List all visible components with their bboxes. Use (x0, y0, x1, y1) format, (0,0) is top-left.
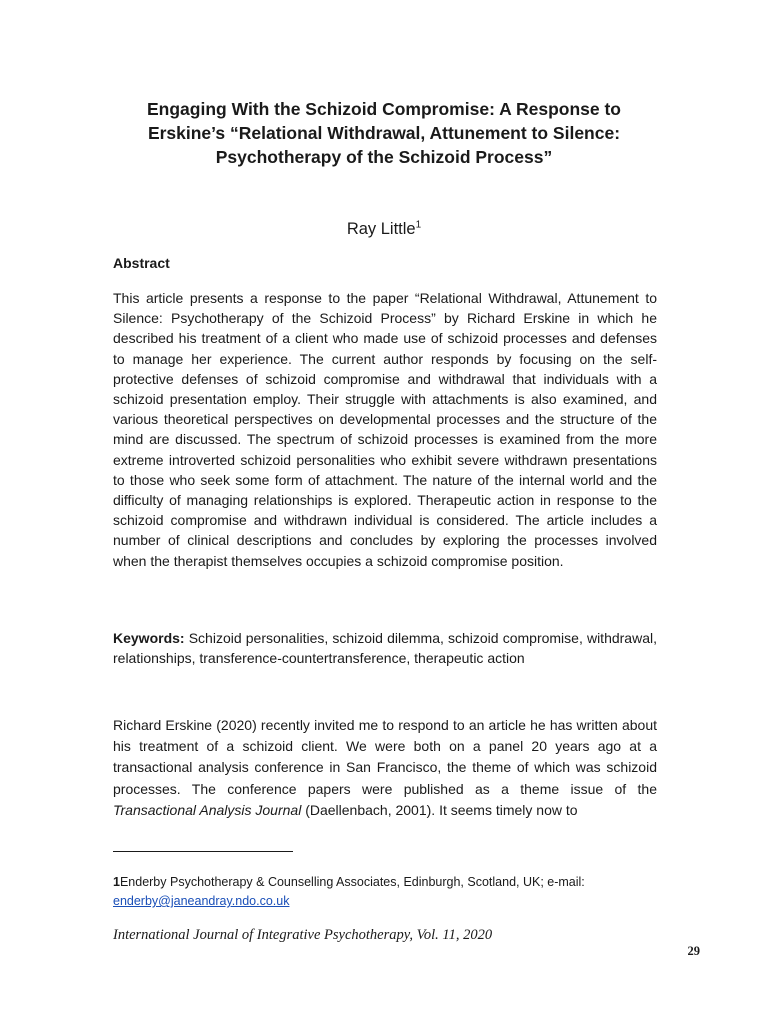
footnote-text: Enderby Psychotherapy & Counselling Associates, Edinburgh, Scotland, UK; e-mail: (119, 875, 585, 889)
title-line-2: Erskine’s “Relational Withdrawal, Attunement to Silence: (147, 123, 621, 143)
author-line (0, 218, 768, 240)
article-title (112, 97, 656, 169)
keywords-text: Schizoid personalities, schizoid dilemma, schizoid compromise, withdrawal, relationships, transference-countertransference, therapeutic action (113, 630, 657, 667)
footnote-number: 1 (113, 875, 120, 889)
author-footnote-mark[interactable]: 1 (415, 219, 422, 231)
footnote-email-link[interactable]: enderby@janeandray.ndo.co.uk (113, 894, 290, 908)
journal-footer: International Journal of Integrative Psychotherapy, Vol. 11, 2020 (113, 927, 493, 943)
footnote (113, 873, 657, 911)
keywords-paragraph (113, 628, 657, 668)
footnote-divider (113, 851, 293, 852)
title-line-3: Psychotherapy of the Schizoid Process” (215, 147, 553, 167)
body-paragraph (113, 715, 657, 821)
abstract-text: This article presents a response to the paper “Relational Withdrawal, Attunement to Silence: Psychotherapy of the Schizoid Process” by Richard Erskine in which he described his treatment of a client who made use of schizoid processes and defenses to manage her experience. The current author responds by focusing on the self-protective defenses of schizoid compromise and withdrawal that individuals with a schizoid presentation employ. Their struggle with attachments is also examined, and various theoretical perspectives on developmental processes and the structure of the mind are discussed. The spectrum of schizoid processes is examined from the more extreme introverted schizoid personalities who exhibit severe withdrawn presentations to those who seek some form of attachment. The nature of the internal world and the difficulty of managing relationships is explored. Therapeutic action in response to the schizoid compromise and withdrawn individual is considered. The article includes a number of clinical descriptions and concludes by exploring the processes involved when the therapist themselves occupies a schizoid compromise position. (113, 290, 657, 569)
title-line-1: Engaging With the Schizoid Compromise: A Response to (147, 99, 621, 119)
body-text-part-1: Richard Erskine (2020) recently invited me to respond to an article he has written about his treatment of a schizoid client. We were both on a panel 20 years ago at a transactional analysis conference in San Francisco, the theme of which was schizoid processes. The conference papers were published as a theme issue of the (113, 717, 657, 797)
author-name: Ray Little (346, 220, 416, 238)
keywords-label: Keywords: (113, 630, 185, 646)
body-journal-title: Transactional Analysis Journal (113, 801, 302, 818)
body-text-part-2: (Daellenbach, 2001). It seems timely now to (301, 801, 578, 818)
page-number: 29 (687, 944, 700, 958)
abstract-heading: Abstract (113, 255, 170, 271)
